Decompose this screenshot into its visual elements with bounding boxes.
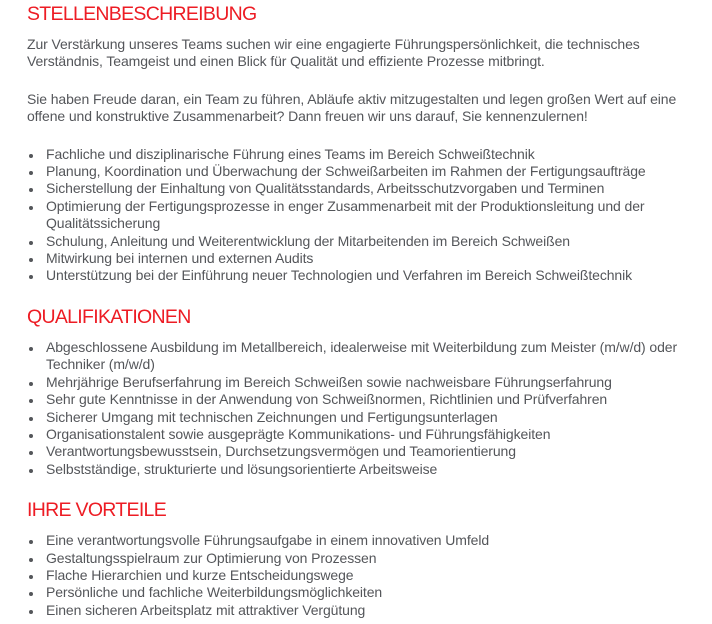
list-item: • Eine verantwortungsvolle Führungsaufgabe in einem innovativen Umfeld: [43, 532, 694, 549]
list-item: • Selbstständige, strukturierte und lösungsorientierte Arbeitsweise: [43, 461, 694, 478]
intro-paragraph-2: Sie haben Freude daran, ein Team zu führen, Abläufe aktiv mitzugestalten und legen großen Wert auf eine offene und konstruktive Zusammenarbeit? Dann freuen wir uns darauf, Sie kennenzulernen!: [27, 90, 677, 125]
section-qualifikationen: [27, 305, 694, 478]
list-item: • Optimierung der Fertigungsprozesse in enger Zusammenarbeit mit der Produktionsleitung und der Qualitätssicherung: [43, 198, 694, 233]
qualifications-list: [27, 339, 694, 478]
list-item: • Verantwortungsbewusstsein, Durchsetzungsvermögen und Teamorientierung: [43, 443, 694, 460]
list-item: • Mitwirkung bei internen und externen Audits: [43, 250, 694, 267]
list-item: • Abgeschlossene Ausbildung im Metallbereich, idealerweise mit Weiterbildung zum Meister (m/w/d) oder Techniker (m/w/d): [43, 339, 694, 374]
section-stellenbeschreibung: [27, 2, 694, 285]
list-item: • Gestaltungsspielraum zur Optimierung von Prozessen: [43, 550, 694, 567]
list-item: • Flache Hierarchien und kurze Entscheidungswege: [43, 567, 694, 584]
responsibilities-list: [27, 146, 694, 285]
benefits-list: [27, 532, 694, 619]
section-ihre-vorteile: [27, 498, 694, 619]
list-item: • Sicherstellung der Einhaltung von Qualitätsstandards, Arbeitsschutzvorgaben und Terminen: [43, 180, 694, 197]
list-item: • Mehrjährige Berufserfahrung im Bereich Schweißen sowie nachweisbare Führungserfahrung: [43, 374, 694, 391]
list-item: • Organisationstalent sowie ausgeprägte Kommunikations- und Führungsfähigkeiten: [43, 426, 694, 443]
list-item: • Fachliche und disziplinarische Führung eines Teams im Bereich Schweißtechnik: [43, 146, 694, 163]
list-item: • Einen sicheren Arbeitsplatz mit attraktiver Vergütung: [43, 602, 694, 619]
list-item: • Unterstützung bei der Einführung neuer Technologien und Verfahren im Bereich Schweißtechnik: [43, 267, 694, 284]
list-item: • Sehr gute Kenntnisse in der Anwendung von Schweißnormen, Richtlinien und Prüfverfahren: [43, 391, 694, 408]
list-item: • Sicherer Umgang mit technischen Zeichnungen und Fertigungsunterlagen: [43, 409, 694, 426]
section-heading-ihre-vorteile: IHRE VORTEILE: [27, 499, 166, 522]
section-heading-stellenbeschreibung: STELLENBESCHREIBUNG: [27, 3, 257, 25]
list-item: • Planung, Koordination und Überwachung der Schweißarbeiten im Rahmen der Fertigungsaufträge: [43, 163, 694, 180]
section-heading-qualifikationen: QUALIFIKATIONEN: [27, 305, 191, 328]
list-item: • Persönliche und fachliche Weiterbildungsmöglichkeiten: [43, 584, 694, 601]
intro-paragraph-1: Zur Verstärkung unseres Teams suchen wir eine engagierte Führungspersönlichkeit, die technisches Verständnis, Teamgeist und einen Blick für Qualität und effiziente Prozesse mitbringt.: [27, 36, 640, 70]
list-item: • Schulung, Anleitung und Weiterentwicklung der Mitarbeitenden im Bereich Schweißen: [43, 233, 694, 250]
